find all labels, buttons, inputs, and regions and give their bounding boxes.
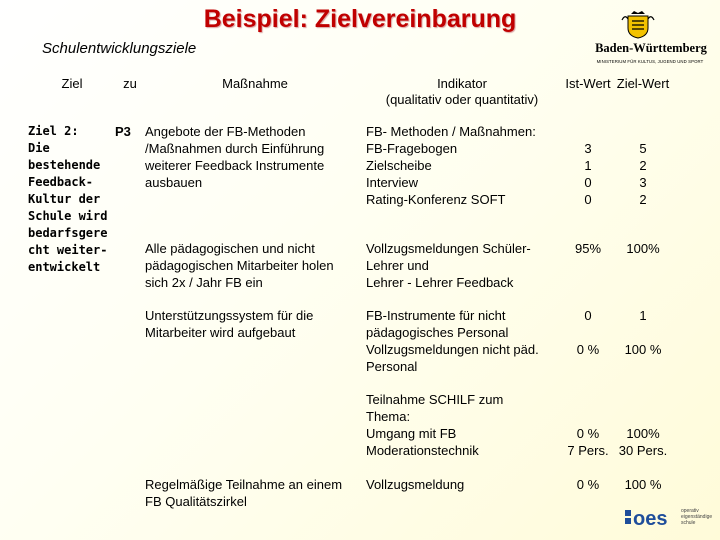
- measure-line: sich 2x / Jahr FB ein: [145, 275, 263, 290]
- oes-brand: oes: [633, 508, 668, 528]
- goal-line: bedarfsgere: [28, 226, 108, 240]
- goal-line: Die: [28, 141, 50, 155]
- ist-values-4: [560, 425, 616, 459]
- ist-values-1: [568, 140, 608, 208]
- indicator-2-text: [366, 240, 561, 291]
- measure-line: /Maßnahmen durch Einführung: [145, 141, 325, 156]
- ziel-value: 3: [639, 175, 647, 190]
- indicator-line: Umgang mit FB: [366, 426, 457, 441]
- measure-line: pädagogischen Mitarbeiter holen: [145, 258, 334, 273]
- header-indikator-sub: (qualitativ oder quantitativ): [385, 92, 539, 107]
- ist-value: 0: [584, 308, 592, 323]
- ist-value-5: 0 %: [576, 477, 600, 492]
- ziel-value: 30 Pers.: [618, 443, 668, 458]
- ist-values-3: [563, 307, 613, 358]
- indicator-line: Interview: [366, 175, 419, 190]
- measure-line: weiterer Feedback Instrumente: [145, 158, 325, 173]
- slide-title: Beispiel: Zielvereinbarung: [203, 5, 517, 33]
- indicator-line: Zielscheibe: [366, 158, 432, 173]
- ist-value: [563, 324, 613, 341]
- oes-tagline: operativ: [681, 508, 699, 514]
- indicator-line: Lehrer und: [366, 258, 429, 273]
- ist-value: 0 %: [576, 426, 600, 441]
- measure-line: Alle pädagogischen und nicht: [145, 241, 315, 256]
- slide-subtitle: Schulentwicklungsziele: [42, 40, 197, 57]
- measure-5-text: [145, 476, 365, 510]
- ziel-value: 5: [639, 141, 647, 156]
- goal-line: Ziel 2:: [28, 124, 79, 138]
- ziel-value: 2: [639, 192, 647, 207]
- ist-value: 1: [584, 158, 592, 173]
- measure-line: Mitarbeiter wird aufgebaut: [145, 325, 296, 340]
- measure-line: FB Qualitätszirkel: [145, 494, 247, 509]
- goal-line: Kultur der: [28, 192, 101, 206]
- indicator-line: Moderationstechnik: [366, 443, 479, 458]
- indicator-line: Teilnahme SCHILF zum: [366, 392, 504, 407]
- indicator-3-text: [366, 307, 561, 375]
- ist-value: 7 Pers.: [567, 443, 609, 458]
- measure-line: Unterstützungssystem für die: [145, 308, 314, 323]
- indicator-4-text: [366, 391, 561, 459]
- ist-value: 0: [584, 175, 592, 190]
- oes-tagline: eigenständige: [681, 514, 713, 520]
- goal-line: bestehende: [28, 158, 101, 172]
- goal-line: entwickelt: [28, 260, 101, 274]
- header-indikator: Indikator: [437, 76, 487, 91]
- measure-3-text: [145, 307, 360, 341]
- ziel-values-4: [614, 425, 672, 459]
- header-massnahme: Maßnahme: [222, 76, 288, 91]
- indicator-1-text: [366, 123, 561, 208]
- ziel-value: 100 %: [624, 342, 662, 357]
- indicator-5-text: [366, 476, 561, 493]
- ziel-value: 2: [639, 158, 647, 173]
- indicator-line: Vollzugsmeldungen Schüler-: [366, 241, 531, 256]
- ziel-value: 100%: [626, 426, 660, 441]
- indicator-line: pädagogisches Personal: [366, 325, 509, 340]
- oes-tagline: schule: [681, 520, 696, 526]
- measure-1-text: [145, 123, 360, 191]
- indicator-line: FB-Instrumente für nicht: [366, 308, 506, 323]
- indicator-line: Lehrer - Lehrer Feedback: [366, 275, 514, 290]
- state-name: Baden-Württemberg: [595, 41, 707, 55]
- indicator-line: FB- Methoden / Maßnahmen:: [366, 124, 536, 139]
- ziel-value-5: 100 %: [624, 477, 662, 492]
- goal-line: cht weiter-: [28, 243, 108, 257]
- indicator-line: Vollzugsmeldung: [366, 477, 465, 492]
- oes-logo-icon: [625, 506, 715, 528]
- goal-ref: P3: [115, 124, 131, 139]
- ziel-values-1: [623, 140, 663, 208]
- measure-line: Angebote der FB-Methoden: [145, 124, 306, 139]
- goal-line: Feedback-: [28, 175, 94, 189]
- measure-line: Regelmäßige Teilnahme an einem: [145, 477, 343, 492]
- goal-line: Schule wird: [28, 209, 108, 223]
- ziel-values-3: [616, 307, 670, 358]
- ziel-value-2: 100%: [626, 241, 660, 256]
- header-ist-wert: Ist-Wert: [565, 76, 611, 91]
- indicator-line: FB-Fragebogen: [366, 141, 458, 156]
- indicator-line: Personal: [366, 359, 418, 374]
- header-zu: zu: [123, 76, 137, 91]
- ist-value: 0 %: [576, 342, 600, 357]
- ist-value: 3: [584, 141, 592, 156]
- ziel-value: 1: [639, 308, 647, 323]
- ministry-name: MINISTERIUM FÜR KULTUS, JUGEND UND SPORT: [596, 59, 704, 64]
- measure-2-text: [145, 240, 360, 291]
- ziel-value: [616, 324, 670, 341]
- measure-line: ausbauen: [145, 175, 203, 190]
- ist-value-2: 95%: [574, 241, 602, 256]
- header-ziel-wert: Ziel-Wert: [616, 76, 670, 91]
- coat-of-arms-icon: [620, 10, 656, 40]
- indicator-line: Thema:: [366, 409, 411, 424]
- indicator-line: Vollzugsmeldungen nicht päd.: [366, 342, 539, 357]
- header-ziel: Ziel: [61, 76, 83, 91]
- indicator-line: Rating-Konferenz SOFT: [366, 192, 506, 207]
- goal-text: [28, 123, 113, 276]
- ist-value: 0: [584, 192, 592, 207]
